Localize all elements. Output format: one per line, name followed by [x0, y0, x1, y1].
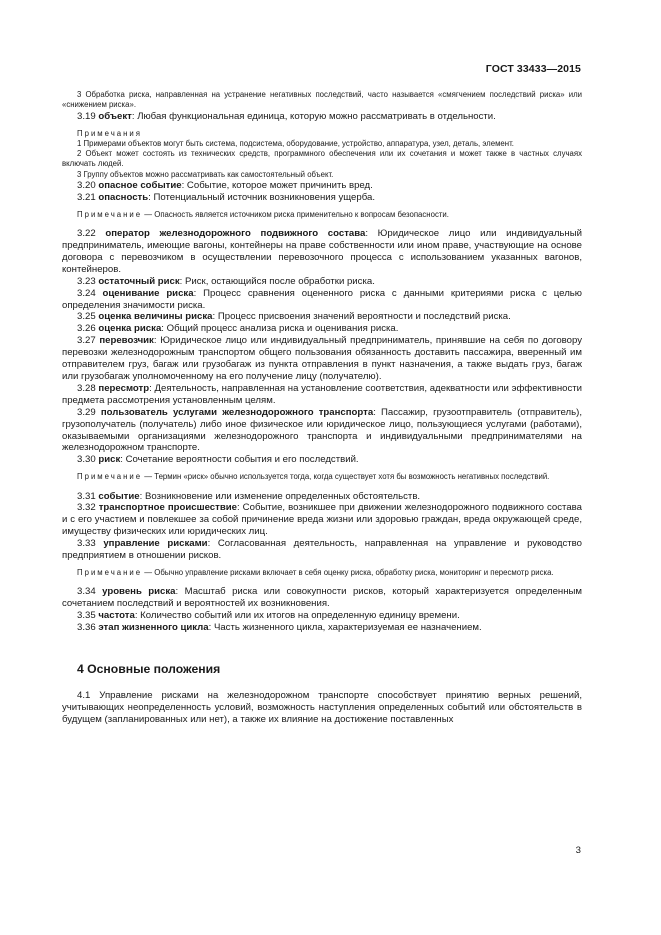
- page-number: 3: [575, 845, 581, 856]
- term-text: : Процесс присвоения значений вероятности и последствий риска.: [212, 311, 511, 323]
- term-definition: [62, 228, 582, 276]
- term-definition: [62, 502, 582, 538]
- term-text: : Пассажир, грузоотправитель (отправитель), грузополучатель (получатель) либо иное физическое или юридическое лицо, пользующиеся услугами (работами), оказываемыми организациями железнодорожного транспорта и индивидуальными предпринимателями на железнодорожном транспорте.: [62, 406, 582, 454]
- term-definition: [62, 538, 582, 562]
- term-definition: [62, 288, 582, 312]
- term-text: : Деятельность, направленная на установление соответствия, адекватности или эффективности предмета рассмотрения установленным целям.: [62, 382, 583, 406]
- note-label: Примечание: [77, 567, 143, 577]
- term-definition: [62, 335, 582, 383]
- term-text: : Общий процесс анализа риска и оценивания риска.: [161, 323, 399, 335]
- term-text: : Масштаб риска или совокупности рисков, который характеризуется определенным сочетанием последствий и вероятностей их возникновения.: [62, 586, 583, 610]
- term-name: риск: [98, 454, 121, 466]
- term-number: 3.34: [77, 586, 96, 598]
- term-name: пользователь услугами железнодорожного транспорта: [100, 406, 374, 418]
- term-number: 3.27: [77, 335, 96, 347]
- term-name: этап жизненного цикла: [98, 621, 209, 633]
- term-name: объект: [98, 110, 132, 122]
- term-definition: [62, 407, 582, 455]
- term-name: уровень риска: [102, 586, 176, 598]
- note-text: 3 Группу объектов можно рассматривать как самостоятельный объект.: [77, 169, 334, 179]
- term-number: 3.30: [77, 454, 96, 466]
- term-text: : Юридическое лицо или индивидуальный предприниматель, имеющие вагоны, контейнеры на праве собственности или ином праве, участвующие на основе договора с перевозчиком в осуществлении перевозочного процесса с использованием указанных вагонов, контейнеров.: [62, 228, 582, 275]
- term-text: : Сочетание вероятности события и его последствий.: [120, 454, 359, 466]
- note-text: 1 Примерами объектов могут быть система, подсистема, оборудование, устройство, аппаратура, узел, деталь, элемент.: [77, 138, 514, 148]
- term-name: оценка риска: [98, 323, 162, 335]
- term-number: 3.23: [77, 275, 96, 287]
- term-number: 3.29: [77, 406, 96, 418]
- term-text: : Риск, остающийся после обработки риска.: [179, 275, 375, 287]
- term-number: 3.36: [77, 621, 96, 633]
- term-text: : Количество событий или их итогов на определенную единицу времени.: [134, 610, 460, 622]
- note-label: Примечание: [77, 472, 143, 482]
- term-definition: [62, 276, 582, 288]
- term-definition: [62, 586, 582, 610]
- term-text: : Любая функциональная единица, которую можно рассматривать в отдельности.: [131, 110, 496, 122]
- term-name: управление рисками: [103, 538, 208, 550]
- term-definition: [62, 311, 582, 323]
- note-text: 2 Объект может состоять из технических средств, программного обеспечения или их сочетания и может также в частных случаях включать людей.: [62, 149, 582, 169]
- term-definition: [62, 491, 582, 503]
- term-text: : Согласованная деятельность, направленная на управление и руководство предприятием в отношении рисков.: [62, 538, 582, 562]
- term-text: : Юридическое лицо или индивидуальный предприниматель, принявшие на себя по договору перевозки железнодорожным транспортом общего пользования обязанность доставить пассажира, вверенный им отправителем груз, багаж или грузобагаж из пункта отправления в пункт назначения, а также выдать груз, багаж или грузобагаж уполномоченному на его получение лицу (получателю).: [62, 335, 582, 382]
- note-text: — Обычно управление рисками включает в себя оценку риска, обработку риска, мониторинг и пересмотр риска.: [142, 567, 554, 577]
- term-number: 3.28: [77, 382, 96, 394]
- term-number: 3.25: [77, 311, 96, 323]
- notes-title: Примечания: [77, 128, 143, 138]
- term-name: оператор железнодорожного подвижного состава: [105, 228, 366, 240]
- note-label: Примечание: [77, 209, 143, 219]
- term-name: транспортное происшествие: [98, 502, 237, 514]
- term-name: частота: [98, 610, 135, 622]
- document-number-header: ГОСТ 33433—2015: [485, 63, 581, 75]
- term-number: 3.19: [77, 110, 96, 122]
- term-number: 3.33: [77, 538, 96, 550]
- note-single: [62, 568, 582, 578]
- term-number: 3.22: [77, 228, 96, 240]
- term-definition: [62, 111, 582, 123]
- term-definition: [62, 383, 582, 407]
- note-text: — Термин «риск» обычно используется тогда, когда существует хотя бы возможность негативных последствий.: [142, 472, 550, 482]
- term-definition: [62, 180, 582, 192]
- term-name: опасность: [98, 191, 149, 203]
- note-single: [62, 210, 582, 220]
- term-number: 3.31: [77, 490, 96, 502]
- term-number: 3.24: [77, 287, 96, 299]
- term-definition: [62, 323, 582, 335]
- term-number: 3.26: [77, 323, 96, 335]
- note-single: [62, 472, 582, 482]
- term-name: пересмотр: [98, 382, 150, 394]
- term-number: 3.21: [77, 191, 96, 203]
- term-definition: [62, 610, 582, 622]
- term-name: оценка величины риска: [98, 311, 213, 323]
- term-text: : Событие, возникшее при движении железнодорожного подвижного состава и с его участием и повлекшее за собой причинение вреда жизни или здоровью граждан, вреда окружающей среде, имуществу физических или юридических лиц.: [62, 502, 583, 538]
- document-body: [62, 90, 582, 726]
- term-definition: [62, 454, 582, 466]
- term-text: : Возникновение или изменение определенных обстоятельств.: [139, 490, 421, 502]
- term-definition: [62, 192, 582, 204]
- term-text: : Процесс сравнения оцененного риска с данными критериями риска с целью определения значимости риска.: [62, 287, 582, 311]
- term-definition: [62, 622, 582, 634]
- note-text: 3 Обработка риска, направленная на устранение негативных последствий, часто называется «смягчением последствий риска» или «снижением риска».: [62, 90, 582, 110]
- term-name: перевозчик: [99, 335, 154, 347]
- term-text: : Часть жизненного цикла, характеризуемая ее назначением.: [208, 621, 482, 633]
- term-text: : Событие, которое может причинить вред.: [181, 179, 373, 191]
- note-text: — Опасность является источником риска применительно к вопросам безопасности.: [142, 209, 449, 219]
- term-text: : Потенциальный источник возникновения ущерба.: [148, 191, 375, 203]
- term-number: 3.32: [77, 502, 96, 514]
- term-name: остаточный риск: [98, 275, 180, 287]
- term-name: событие: [98, 490, 140, 502]
- term-name: оценивание риска: [102, 287, 194, 299]
- body-paragraph: 4.1 Управление рисками на железнодорожном транспорте способствует принятию верных решений, учитывающих неопределенность условий, возможность наступления определенных событий или обстоятельств в будущем (запланированных или нет), а также их влияние на достижение поставленных: [62, 689, 582, 725]
- term-number: 3.20: [77, 179, 96, 191]
- section-heading: 4 Основные положения: [77, 661, 221, 676]
- term-name: опасное событие: [98, 179, 182, 191]
- term-number: 3.35: [77, 610, 96, 622]
